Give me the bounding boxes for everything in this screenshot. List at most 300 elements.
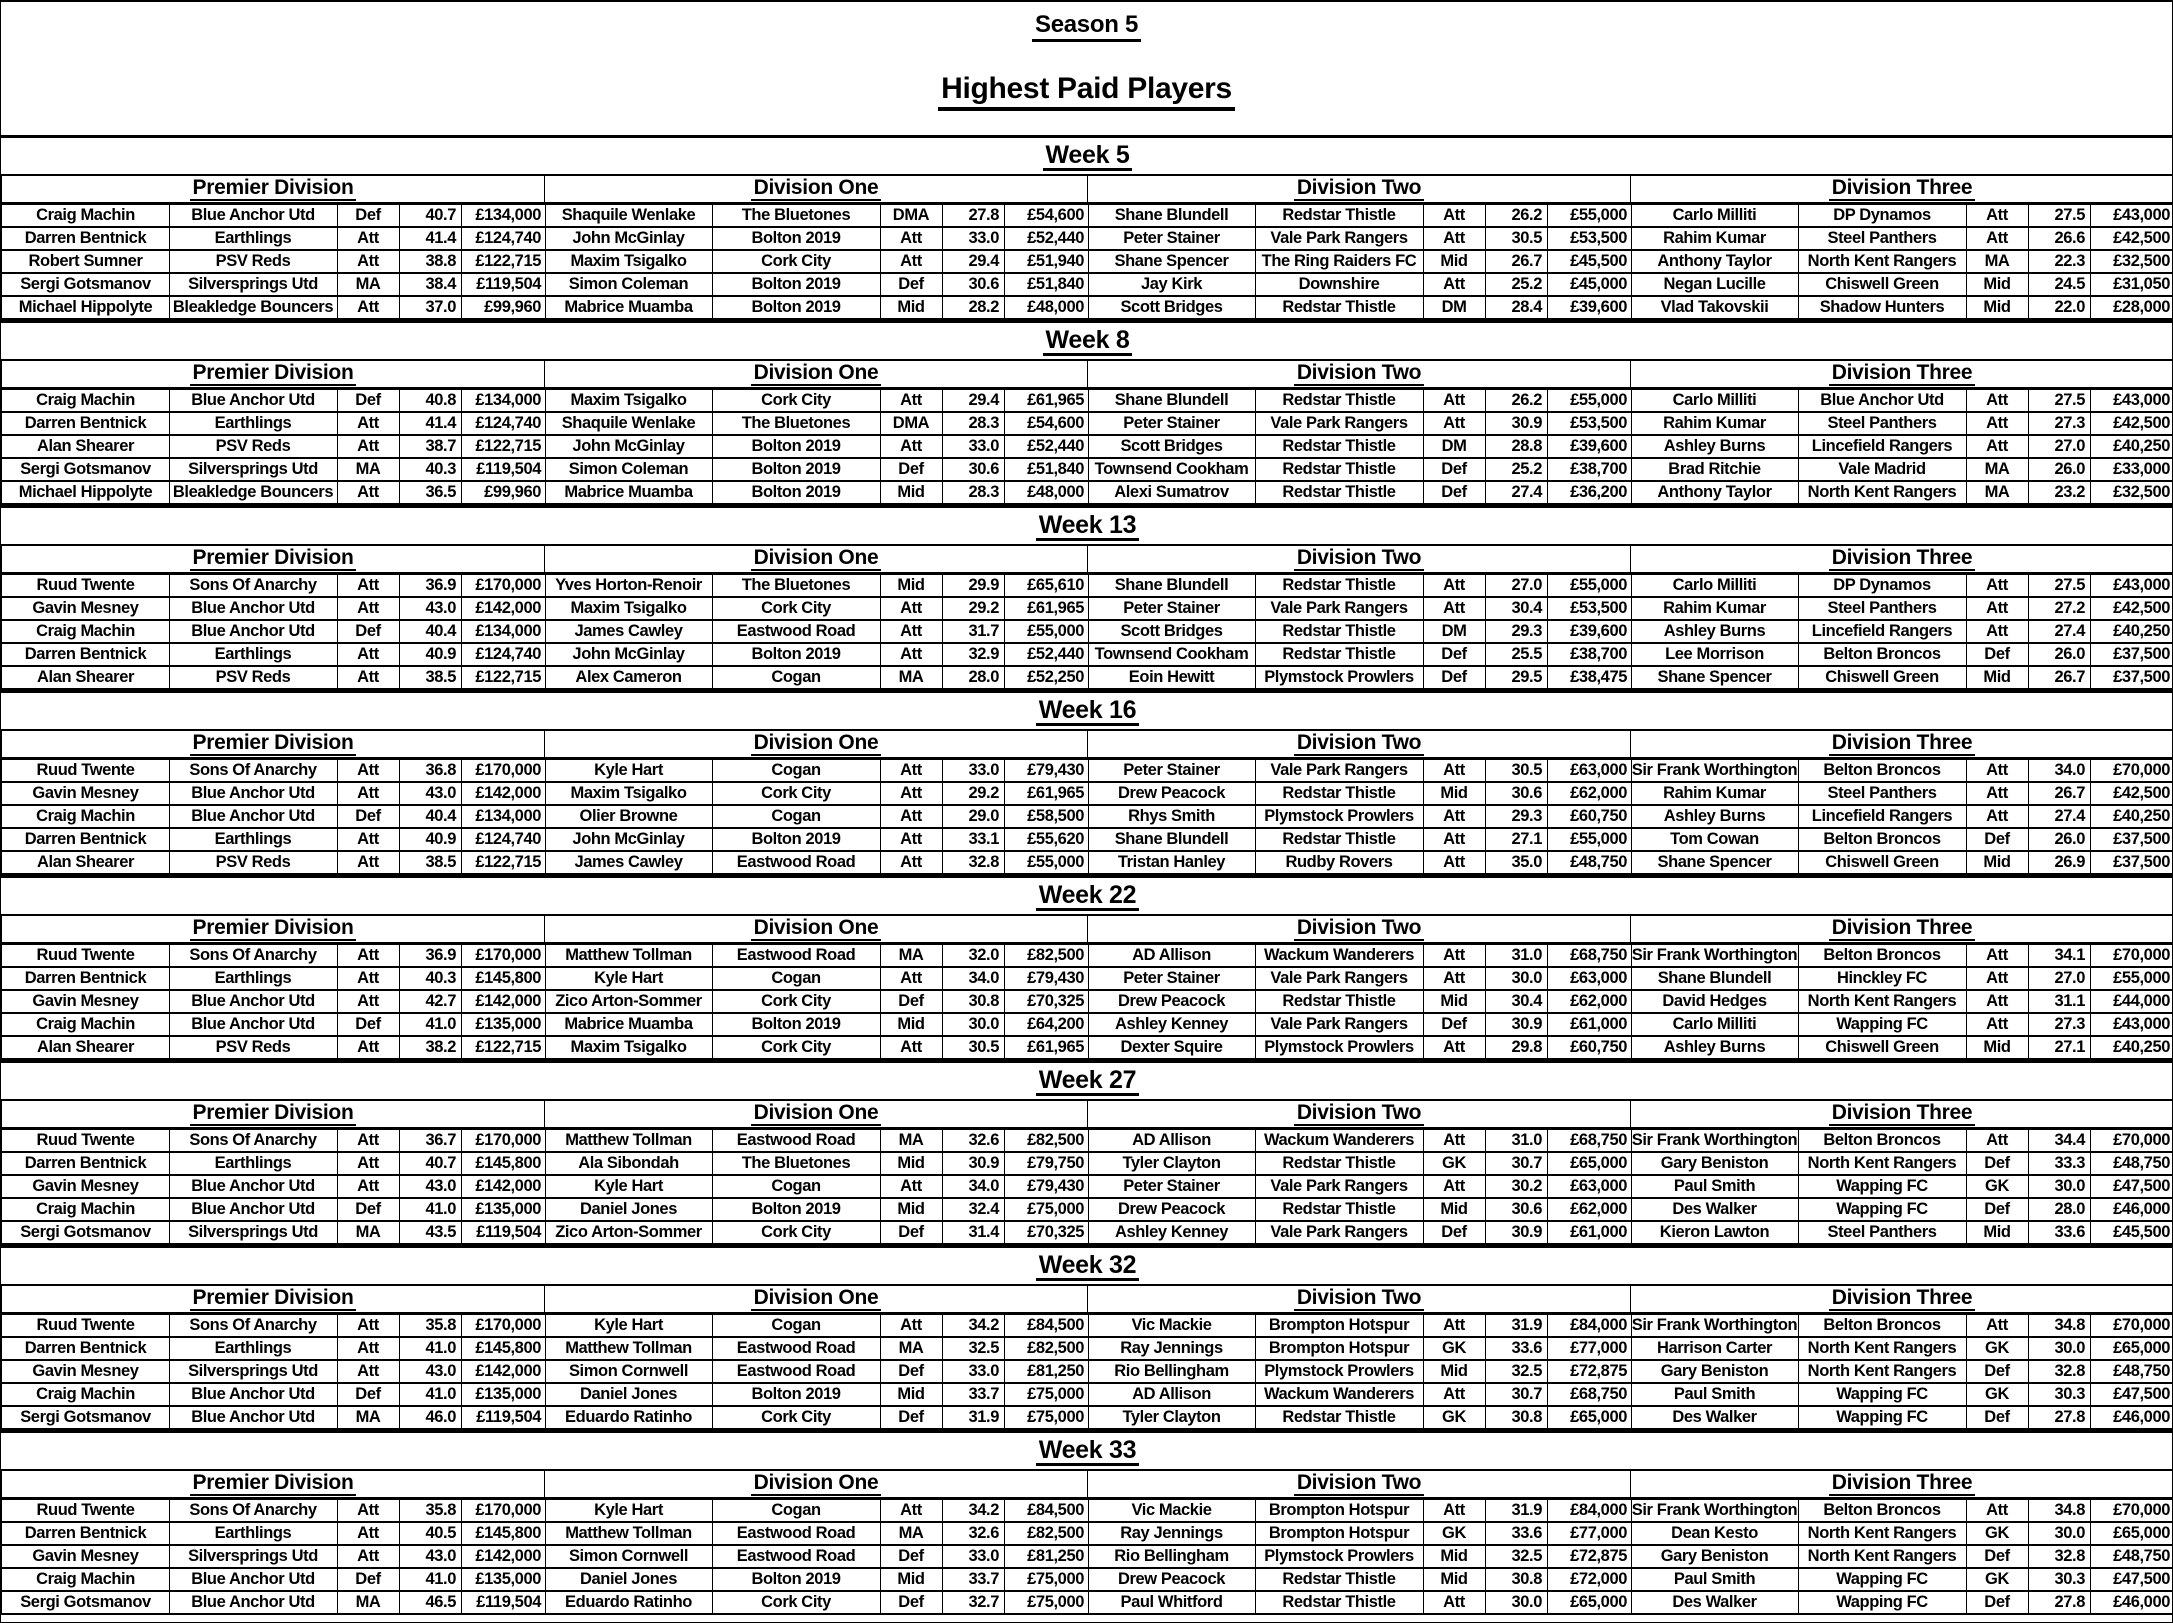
wage-cell: £31,050 <box>2090 274 2173 297</box>
rating-cell: 36.9 <box>399 575 462 598</box>
player-name-cell: Mabrice Muamba <box>545 297 713 320</box>
team-cell: Bolton 2019 <box>712 274 881 297</box>
rating-cell: 30.2 <box>1485 1176 1548 1199</box>
team-cell: Vale Park Rangers <box>1255 1014 1424 1037</box>
team-cell: Belton Broncos <box>1798 760 1967 783</box>
wage-cell: £122,715 <box>461 852 546 875</box>
rating-cell: 38.5 <box>399 852 462 875</box>
wage-cell: £70,000 <box>2090 1500 2173 1523</box>
wage-cell: £51,840 <box>1004 459 1089 482</box>
player-name-cell: Des Walker <box>1631 1407 1799 1430</box>
team-cell: Vale Park Rangers <box>1255 1222 1424 1245</box>
player-name-cell: Drew Peacock <box>1088 991 1256 1014</box>
team-cell: Blue Anchor Utd <box>169 1592 338 1615</box>
week-table <box>1 359 2173 505</box>
division-header: Premier Division <box>2 544 545 575</box>
player-name-cell: Gavin Mesney <box>2 1546 170 1569</box>
team-cell: Bolton 2019 <box>712 459 881 482</box>
wage-cell: £43,000 <box>2090 1014 2173 1037</box>
team-cell: Wackum Wanderers <box>1255 1384 1424 1407</box>
rating-cell: 32.8 <box>942 852 1005 875</box>
rating-cell: 34.2 <box>942 1315 1005 1338</box>
division-header: Division Three <box>1631 174 2173 205</box>
position-cell: Att <box>880 436 943 459</box>
player-name-cell: Dean Kesto <box>1631 1523 1799 1546</box>
rating-cell: 26.7 <box>2028 783 2091 806</box>
rating-cell: 43.0 <box>399 598 462 621</box>
team-cell: North Kent Rangers <box>1798 482 1967 505</box>
wage-cell: £45,000 <box>1547 274 1632 297</box>
wage-cell: £170,000 <box>461 945 546 968</box>
position-cell: Att <box>1423 945 1486 968</box>
player-name-cell: Paul Whitford <box>1088 1592 1256 1615</box>
player-name-cell: Ashley Burns <box>1631 436 1799 459</box>
rating-cell: 30.3 <box>2028 1384 2091 1407</box>
position-cell: Def <box>1423 644 1486 667</box>
division-header: Division Two <box>1088 359 1631 390</box>
team-cell: Bolton 2019 <box>712 1199 881 1222</box>
position-cell: Att <box>337 297 400 320</box>
rating-cell: 40.7 <box>399 1153 462 1176</box>
wage-cell: £55,620 <box>1004 829 1089 852</box>
player-name-cell: Zico Arton-Sommer <box>545 991 713 1014</box>
wage-cell: £63,000 <box>1547 760 1632 783</box>
team-cell: North Kent Rangers <box>1798 251 1967 274</box>
player-name-cell: Sir Frank Worthington <box>1631 1500 1799 1523</box>
team-cell: Redstar Thistle <box>1255 297 1424 320</box>
position-cell: MA <box>880 667 943 690</box>
rating-cell: 40.4 <box>399 806 462 829</box>
rating-cell: 27.4 <box>2028 806 2091 829</box>
rating-cell: 34.8 <box>2028 1315 2091 1338</box>
wage-cell: £61,965 <box>1004 1037 1089 1060</box>
week-section <box>1 875 2173 1060</box>
rating-cell: 28.3 <box>942 413 1005 436</box>
position-cell: Mid <box>880 1199 943 1222</box>
player-name-cell: Craig Machin <box>2 806 170 829</box>
wage-cell: £135,000 <box>461 1199 546 1222</box>
player-name-cell: John McGinlay <box>545 829 713 852</box>
rating-cell: 30.6 <box>942 459 1005 482</box>
player-name-cell: Shane Blundell <box>1088 575 1256 598</box>
position-cell: Mid <box>1423 1361 1486 1384</box>
rating-cell: 26.0 <box>2028 829 2091 852</box>
rating-cell: 30.4 <box>1485 598 1548 621</box>
player-name-cell: Kyle Hart <box>545 1176 713 1199</box>
rating-cell: 22.3 <box>2028 251 2091 274</box>
page-title: Highest Paid Players <box>1 42 2172 111</box>
position-cell: MA <box>880 1523 943 1546</box>
player-name-cell: Tom Cowan <box>1631 829 1799 852</box>
position-cell: Att <box>337 575 400 598</box>
team-cell: Redstar Thistle <box>1255 829 1424 852</box>
team-cell: Blue Anchor Utd <box>169 621 338 644</box>
team-cell: Bolton 2019 <box>712 829 881 852</box>
rating-cell: 31.1 <box>2028 991 2091 1014</box>
team-cell: North Kent Rangers <box>1798 1153 1967 1176</box>
position-cell: Att <box>1423 575 1486 598</box>
player-name-cell: Craig Machin <box>2 1384 170 1407</box>
wage-cell: £124,740 <box>461 829 546 852</box>
team-cell: The Bluetones <box>712 205 881 228</box>
rating-cell: 29.0 <box>942 806 1005 829</box>
position-cell: MA <box>1966 459 2029 482</box>
wage-cell: £122,715 <box>461 1037 546 1060</box>
rating-cell: 27.5 <box>2028 390 2091 413</box>
player-name-cell: Sergi Gotsmanov <box>2 1592 170 1615</box>
position-cell: Att <box>1423 205 1486 228</box>
player-name-cell: Sir Frank Worthington <box>1631 945 1799 968</box>
team-cell: Eastwood Road <box>712 1361 881 1384</box>
position-cell: Att <box>337 598 400 621</box>
weeks-container <box>1 135 2172 1615</box>
wage-cell: £33,000 <box>2090 459 2173 482</box>
team-cell: Blue Anchor Utd <box>169 598 338 621</box>
wage-cell: £32,500 <box>2090 251 2173 274</box>
team-cell: Vale Madrid <box>1798 459 1967 482</box>
wage-cell: £38,700 <box>1547 644 1632 667</box>
position-cell: MA <box>337 1592 400 1615</box>
rating-cell: 41.4 <box>399 228 462 251</box>
team-cell: Blue Anchor Utd <box>169 783 338 806</box>
wage-cell: £45,500 <box>2090 1222 2173 1245</box>
player-name-cell: Olier Browne <box>545 806 713 829</box>
player-name-cell: Ruud Twente <box>2 1130 170 1153</box>
player-name-cell: Paul Smith <box>1631 1176 1799 1199</box>
team-cell: Silversprings Utd <box>169 1546 338 1569</box>
player-name-cell: Gavin Mesney <box>2 1176 170 1199</box>
wage-cell: £145,800 <box>461 1338 546 1361</box>
wage-cell: £39,600 <box>1547 297 1632 320</box>
player-name-cell: Ala Sibondah <box>545 1153 713 1176</box>
wage-cell: £63,000 <box>1547 1176 1632 1199</box>
rating-cell: 27.3 <box>2028 1014 2091 1037</box>
team-cell: Brompton Hotspur <box>1255 1338 1424 1361</box>
position-cell: Att <box>880 1176 943 1199</box>
position-cell: Att <box>1423 228 1486 251</box>
week-table <box>1 1469 2173 1615</box>
position-cell: Att <box>337 1315 400 1338</box>
team-cell: Bolton 2019 <box>712 436 881 459</box>
team-cell: Bolton 2019 <box>712 1014 881 1037</box>
team-cell: Cogan <box>712 968 881 991</box>
player-name-cell: Michael Hippolyte <box>2 482 170 505</box>
division-header: Division Two <box>1088 914 1631 945</box>
player-name-cell: Gavin Mesney <box>2 598 170 621</box>
team-cell: DP Dynamos <box>1798 575 1967 598</box>
player-name-cell: AD Allison <box>1088 1384 1256 1407</box>
rating-cell: 40.8 <box>399 390 462 413</box>
player-name-cell: AD Allison <box>1088 1130 1256 1153</box>
position-cell: DM <box>1423 436 1486 459</box>
position-cell: Att <box>880 1315 943 1338</box>
wage-cell: £55,000 <box>2090 968 2173 991</box>
player-name-cell: Vic Mackie <box>1088 1500 1256 1523</box>
team-cell: Eastwood Road <box>712 621 881 644</box>
team-cell: Blue Anchor Utd <box>169 991 338 1014</box>
player-name-cell: Sergi Gotsmanov <box>2 1407 170 1430</box>
team-cell: Belton Broncos <box>1798 644 1967 667</box>
wage-cell: £58,500 <box>1004 806 1089 829</box>
position-cell: Mid <box>1423 251 1486 274</box>
team-cell: Sons Of Anarchy <box>169 945 338 968</box>
rating-cell: 26.7 <box>2028 667 2091 690</box>
team-cell: Belton Broncos <box>1798 945 1967 968</box>
rating-cell: 33.0 <box>942 1546 1005 1569</box>
team-cell: Wapping FC <box>1798 1014 1967 1037</box>
rating-cell: 28.8 <box>1485 436 1548 459</box>
team-cell: Eastwood Road <box>712 1338 881 1361</box>
rating-cell: 30.7 <box>1485 1384 1548 1407</box>
wage-cell: £124,740 <box>461 413 546 436</box>
team-cell: Cork City <box>712 1222 881 1245</box>
page-header <box>1 1 2172 135</box>
team-cell: Cork City <box>712 1592 881 1615</box>
position-cell: GK <box>1423 1407 1486 1430</box>
team-cell: Earthlings <box>169 1523 338 1546</box>
wage-cell: £84,500 <box>1004 1315 1089 1338</box>
wage-cell: £68,750 <box>1547 945 1632 968</box>
position-cell: Att <box>1423 1037 1486 1060</box>
division-header: Division Three <box>1631 729 2173 760</box>
rating-cell: 40.3 <box>399 968 462 991</box>
player-name-cell: Gary Beniston <box>1631 1361 1799 1384</box>
wage-cell: £75,000 <box>1004 1407 1089 1430</box>
rating-cell: 36.7 <box>399 1130 462 1153</box>
team-cell: Steel Panthers <box>1798 228 1967 251</box>
division-header: Division Two <box>1088 1469 1631 1500</box>
wage-cell: £48,750 <box>2090 1546 2173 1569</box>
team-cell: Plymstock Prowlers <box>1255 1361 1424 1384</box>
wage-cell: £142,000 <box>461 991 546 1014</box>
team-cell: Plymstock Prowlers <box>1255 667 1424 690</box>
rating-cell: 38.2 <box>399 1037 462 1060</box>
rating-cell: 26.9 <box>2028 852 2091 875</box>
rating-cell: 27.3 <box>2028 413 2091 436</box>
team-cell: Bolton 2019 <box>712 1384 881 1407</box>
wage-cell: £42,500 <box>2090 598 2173 621</box>
rating-cell: 25.2 <box>1485 274 1548 297</box>
wage-cell: £61,000 <box>1547 1222 1632 1245</box>
team-cell: PSV Reds <box>169 436 338 459</box>
rating-cell: 26.2 <box>1485 205 1548 228</box>
team-cell: Belton Broncos <box>1798 1500 1967 1523</box>
player-name-cell: Darren Bentnick <box>2 1153 170 1176</box>
player-name-cell: Ruud Twente <box>2 760 170 783</box>
division-header: Premier Division <box>2 359 545 390</box>
position-cell: Att <box>880 621 943 644</box>
week-table <box>1 914 2173 1060</box>
rating-cell: 33.0 <box>942 1361 1005 1384</box>
team-cell: Cogan <box>712 1500 881 1523</box>
player-name-cell: Michael Hippolyte <box>2 297 170 320</box>
player-name-cell: Maxim Tsigalko <box>545 783 713 806</box>
player-name-cell: Daniel Jones <box>545 1384 713 1407</box>
position-cell: Def <box>1966 1153 2029 1176</box>
player-name-cell: Ashley Burns <box>1631 806 1799 829</box>
player-name-cell: Simon Coleman <box>545 274 713 297</box>
rating-cell: 34.2 <box>942 1500 1005 1523</box>
position-cell: Def <box>1966 1546 2029 1569</box>
wage-cell: £119,504 <box>461 1592 546 1615</box>
rating-cell: 27.5 <box>2028 205 2091 228</box>
team-cell: Cogan <box>712 1176 881 1199</box>
team-cell: Redstar Thistle <box>1255 783 1424 806</box>
rating-cell: 40.4 <box>399 621 462 644</box>
player-name-cell: Carlo Milliti <box>1631 390 1799 413</box>
position-cell: Att <box>1423 1592 1486 1615</box>
wage-cell: £51,940 <box>1004 251 1089 274</box>
team-cell: PSV Reds <box>169 1037 338 1060</box>
week-section <box>1 1060 2173 1245</box>
wage-cell: £170,000 <box>461 1315 546 1338</box>
team-cell: Redstar Thistle <box>1255 991 1424 1014</box>
position-cell: GK <box>1423 1338 1486 1361</box>
player-name-cell: James Cawley <box>545 621 713 644</box>
position-cell: Def <box>880 1407 943 1430</box>
week-title: Week 8 <box>1 320 2173 359</box>
team-cell: Cork City <box>712 1407 881 1430</box>
wage-cell: £40,250 <box>2090 1037 2173 1060</box>
team-cell: Bolton 2019 <box>712 1569 881 1592</box>
position-cell: Att <box>1966 945 2029 968</box>
division-header: Division Two <box>1088 729 1631 760</box>
team-cell: The Bluetones <box>712 413 881 436</box>
wage-cell: £70,000 <box>2090 1315 2173 1338</box>
wage-cell: £124,740 <box>461 228 546 251</box>
rating-cell: 33.0 <box>942 228 1005 251</box>
wage-cell: £65,610 <box>1004 575 1089 598</box>
rating-cell: 27.1 <box>1485 829 1548 852</box>
wage-cell: £145,800 <box>461 1153 546 1176</box>
position-cell: Att <box>1966 806 2029 829</box>
rating-cell: 30.9 <box>942 1153 1005 1176</box>
position-cell: Att <box>880 968 943 991</box>
wage-cell: £142,000 <box>461 1546 546 1569</box>
position-cell: Att <box>1966 783 2029 806</box>
rating-cell: 30.3 <box>2028 1569 2091 1592</box>
position-cell: Mid <box>1423 1569 1486 1592</box>
wage-cell: £61,965 <box>1004 390 1089 413</box>
position-cell: Mid <box>880 1384 943 1407</box>
team-cell: Redstar Thistle <box>1255 459 1424 482</box>
player-name-cell: Alan Shearer <box>2 436 170 459</box>
week-title: Week 16 <box>1 690 2173 729</box>
wage-cell: £40,250 <box>2090 621 2173 644</box>
rating-cell: 34.8 <box>2028 1500 2091 1523</box>
position-cell: Att <box>880 806 943 829</box>
position-cell: MA <box>337 459 400 482</box>
rating-cell: 40.3 <box>399 459 462 482</box>
team-cell: Redstar Thistle <box>1255 205 1424 228</box>
division-header: Division Three <box>1631 1284 2173 1315</box>
player-name-cell: Rahim Kumar <box>1631 228 1799 251</box>
rating-cell: 33.0 <box>942 436 1005 459</box>
player-name-cell: Shane Blundell <box>1088 829 1256 852</box>
team-cell: Plymstock Prowlers <box>1255 1546 1424 1569</box>
team-cell: Brompton Hotspur <box>1255 1500 1424 1523</box>
player-name-cell: Darren Bentnick <box>2 644 170 667</box>
team-cell: Redstar Thistle <box>1255 1407 1424 1430</box>
rating-cell: 34.4 <box>2028 1130 2091 1153</box>
player-name-cell: Drew Peacock <box>1088 1569 1256 1592</box>
rating-cell: 32.5 <box>1485 1546 1548 1569</box>
position-cell: Att <box>1423 274 1486 297</box>
team-cell: Cork City <box>712 598 881 621</box>
wage-cell: £70,325 <box>1004 991 1089 1014</box>
player-name-cell: Vlad Takovskii <box>1631 297 1799 320</box>
player-name-cell: Ray Jennings <box>1088 1338 1256 1361</box>
team-cell: Hinckley FC <box>1798 968 1967 991</box>
wage-cell: £52,440 <box>1004 228 1089 251</box>
wage-cell: £48,750 <box>2090 1361 2173 1384</box>
team-cell: Belton Broncos <box>1798 829 1967 852</box>
rating-cell: 33.6 <box>1485 1523 1548 1546</box>
position-cell: Att <box>880 644 943 667</box>
position-cell: Att <box>337 1546 400 1569</box>
team-cell: Earthlings <box>169 413 338 436</box>
player-name-cell: Ashley Burns <box>1631 621 1799 644</box>
rating-cell: 42.7 <box>399 991 462 1014</box>
wage-cell: £39,600 <box>1547 621 1632 644</box>
rating-cell: 29.4 <box>942 251 1005 274</box>
player-name-cell: Sergi Gotsmanov <box>2 274 170 297</box>
wage-cell: £55,000 <box>1004 621 1089 644</box>
wage-cell: £68,750 <box>1547 1384 1632 1407</box>
rating-cell: 40.7 <box>399 205 462 228</box>
team-cell: Belton Broncos <box>1798 1130 1967 1153</box>
player-name-cell: Darren Bentnick <box>2 413 170 436</box>
wage-cell: £48,000 <box>1004 297 1089 320</box>
wage-cell: £38,700 <box>1547 459 1632 482</box>
position-cell: Att <box>1423 852 1486 875</box>
rating-cell: 32.7 <box>942 1592 1005 1615</box>
position-cell: Att <box>1966 1315 2029 1338</box>
player-name-cell: Gavin Mesney <box>2 1361 170 1384</box>
wage-cell: £135,000 <box>461 1014 546 1037</box>
player-name-cell: Matthew Tollman <box>545 945 713 968</box>
division-header: Division One <box>545 1469 1088 1500</box>
rating-cell: 28.0 <box>942 667 1005 690</box>
wage-cell: £32,500 <box>2090 482 2173 505</box>
rating-cell: 27.4 <box>1485 482 1548 505</box>
position-cell: Att <box>337 228 400 251</box>
position-cell: Att <box>1423 1500 1486 1523</box>
wage-cell: £64,200 <box>1004 1014 1089 1037</box>
team-cell: Wapping FC <box>1798 1407 1967 1430</box>
team-cell: Rudby Rovers <box>1255 852 1424 875</box>
team-cell: Lincefield Rangers <box>1798 621 1967 644</box>
position-cell: Att <box>1966 968 2029 991</box>
rating-cell: 32.9 <box>942 644 1005 667</box>
position-cell: Att <box>880 1500 943 1523</box>
division-header: Division One <box>545 914 1088 945</box>
player-name-cell: Simon Coleman <box>545 459 713 482</box>
rating-cell: 30.8 <box>1485 1569 1548 1592</box>
position-cell: Att <box>1966 621 2029 644</box>
player-name-cell: Kyle Hart <box>545 1500 713 1523</box>
rating-cell: 30.7 <box>1485 1153 1548 1176</box>
division-header: Division One <box>545 1099 1088 1130</box>
player-name-cell: Alan Shearer <box>2 1037 170 1060</box>
wage-cell: £48,750 <box>2090 1153 2173 1176</box>
rating-cell: 31.9 <box>1485 1500 1548 1523</box>
player-name-cell: Kyle Hart <box>545 1315 713 1338</box>
player-name-cell: Sergi Gotsmanov <box>2 459 170 482</box>
team-cell: Bleakledge Bouncers <box>169 482 338 505</box>
wage-cell: £48,000 <box>1004 482 1089 505</box>
team-cell: Eastwood Road <box>712 852 881 875</box>
